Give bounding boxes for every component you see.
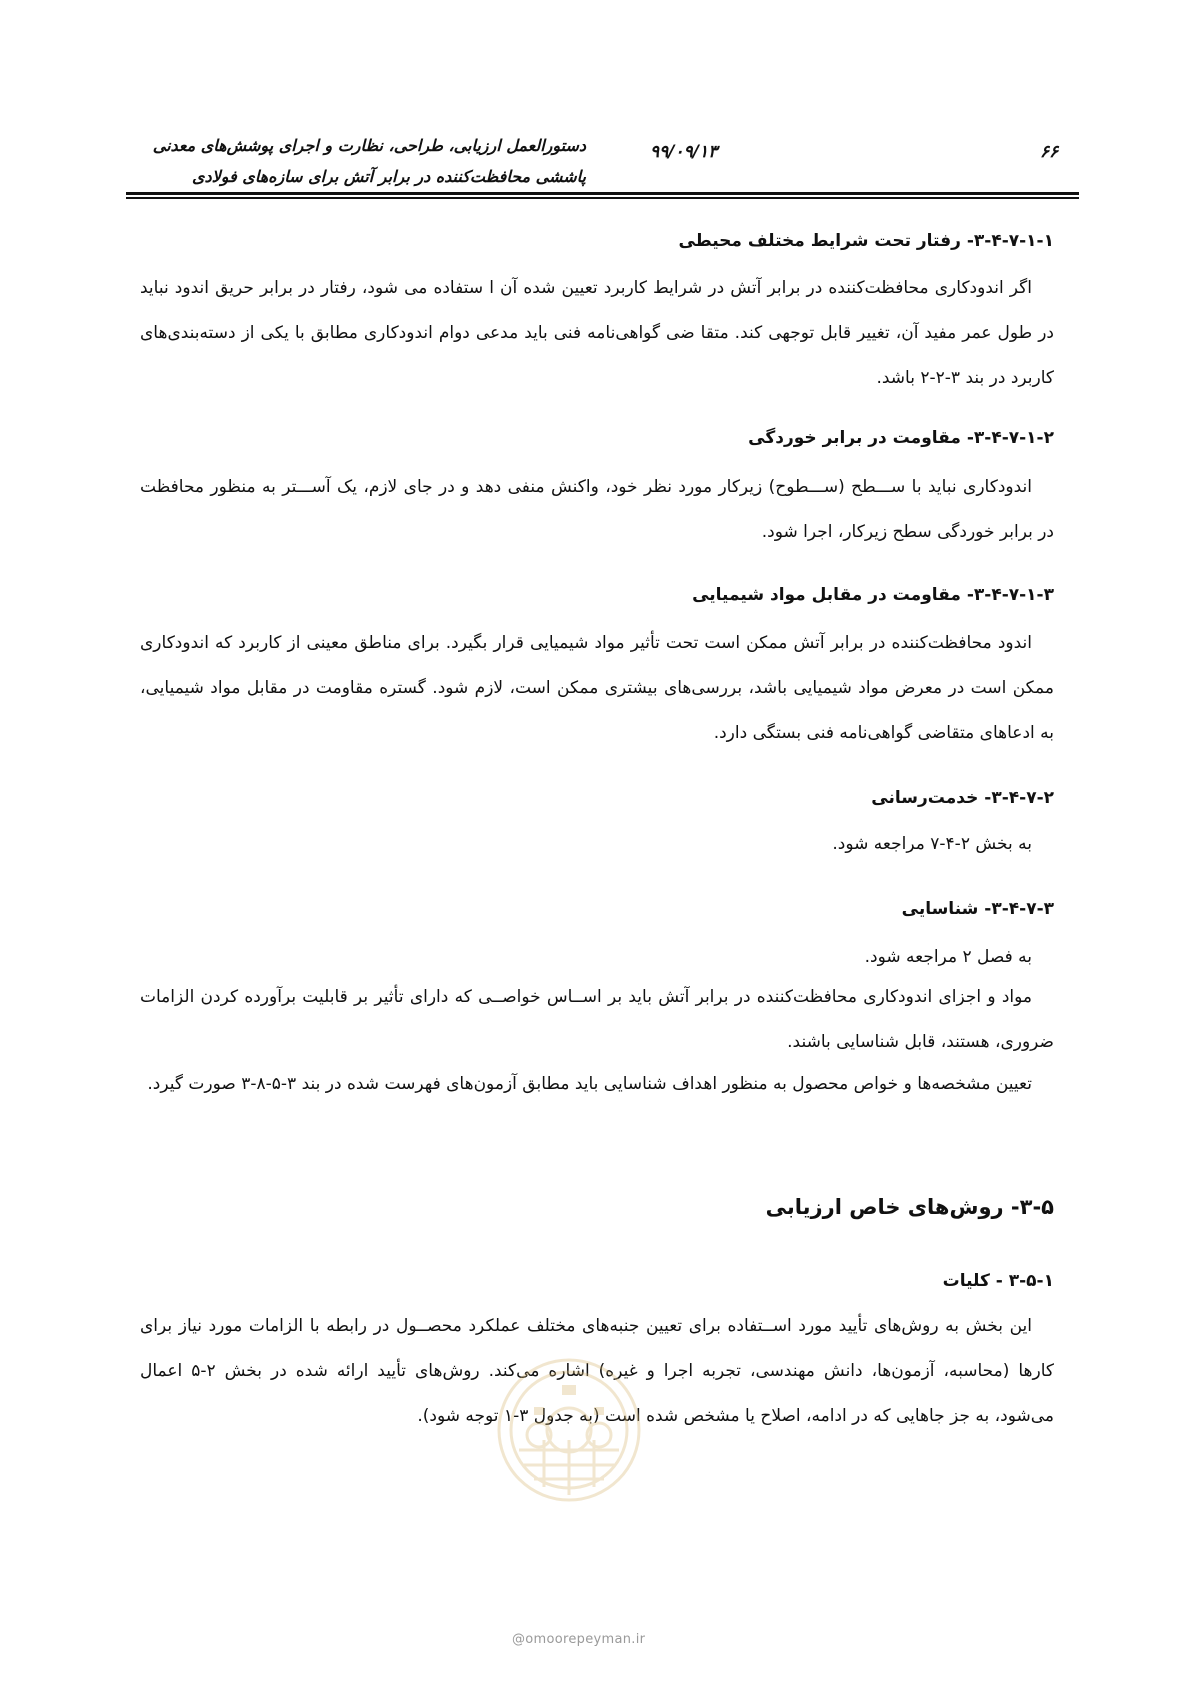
document-title-line-1: دستورالعمل ارزیابی، طراحی، نظارت و اجرای پوشش‌های معدنی [152, 136, 586, 155]
section-paragraph: این بخش به روش‌های تأیید مورد اســتفاده برای تعیین جنبه‌های مختلف عملکرد محصــول در رابطه با الزامات مورد نیاز برای کارها (محاسبه، آزمون‌ها، دانش مهندسی، تجربه اجرا و غیره) اشاره می‌کند. روش‌های تأیید ارائه شده در بخش ۲-۵ اعمال می‌شود، به جز جاهایی که در ادامه، اصلاح یا مشخص شده است (به جدول ۳-۱ توجه شود). [140, 1316, 1054, 1426]
section-paragraph: تعیین مشخصه‌ها و خواص محصول به منظور اهداف شناسایی باید مطابق آزمون‌های فهرست شده در بند ۳-۵-۸-۳ صورت گیرد. [147, 1074, 1032, 1094]
watermark-seal-icon [494, 1355, 644, 1505]
section-paragraph: اندود محافظت‌کننده در برابر آتش ممکن است تحت تأثیر مواد شیمیایی قرار بگیرد. برای مناطق معینی از کاربرد که اندودکاری ممکن است در معرض مواد شیمیایی باشد، بررسی‌های بیشتری ممکن است، لازم شود. گستره مقاومت در مقابل مواد شیمیایی، به ادعاهای متقاضی گواهی‌نامه فنی بستگی دارد. [140, 633, 1054, 743]
chapter-section-heading: ۳-۵- روش‌های خاص ارزیابی [765, 1195, 1054, 1219]
section-heading: ۳-۴-۷-۱-۳- مقاومت در مقابل مواد شیمیایی [692, 585, 1054, 605]
section-paragraph: اندودکاری نباید با ســـطح (ســـطوح) زیرکار مورد نظر خود، واکنش منفی دهد و در جای لازم، یک آســـتر به منظور محافظت در برابر خوردگی سطح زیرکار، اجرا شود. [140, 477, 1054, 542]
page-number: ۶۶ [1040, 142, 1059, 162]
section-heading: ۳-۴-۷-۲- خدمت‌رسانی [871, 788, 1054, 808]
header-rule-thin [126, 197, 1079, 199]
section-paragraph: اگر اندودکاری محافظت‌کننده در برابر آتش در شرایط کاربرد تعیین شده آن ا ستفاده می شود، رفتار در برابر حریق اندود نباید در طول عمر مفید آن، تغییر قابل توجهی کند. متقا ضی گواهی‌نامه فنی باید مدعی دوام اندودکاری مطابق با یکی از دسته‌بندی‌های کاربرد در بند ۳-۲-۲ باشد. [140, 278, 1054, 388]
section-heading: ۳-۵-۱ - کلیات [942, 1271, 1054, 1291]
section-heading: ۳-۴-۷-۱-۱- رفتار تحت شرایط مختلف محیطی [678, 231, 1054, 251]
section-heading: ۳-۴-۷-۱-۲- مقاومت در برابر خوردگی [748, 428, 1054, 448]
section-paragraph: مواد و اجزای اندودکاری محافظت‌کننده در برابر آتش باید بر اســاس خواصــی که دارای تأثیر بر قابلیت برآورده کردن الزامات ضروری، هستند، قابل شناسایی باشند. [140, 987, 1054, 1052]
header-rule-thick [126, 192, 1079, 195]
section-paragraph: به بخش ۲-۴-۷ مراجعه شود. [832, 834, 1032, 854]
watermark-url: @omoorepeyman.ir [512, 1632, 646, 1647]
section-paragraph: به فصل ۲ مراجعه شود. [864, 947, 1032, 967]
document-title [66, 130, 586, 192]
document-date: ۹۹/۰۹/۱۳ [650, 142, 718, 162]
document-title-line-2: پاششی محافظت‌کننده در برابر آتش برای سازه‌های فولادی [192, 167, 586, 186]
section-heading: ۳-۴-۷-۳- شناسایی [901, 899, 1054, 919]
